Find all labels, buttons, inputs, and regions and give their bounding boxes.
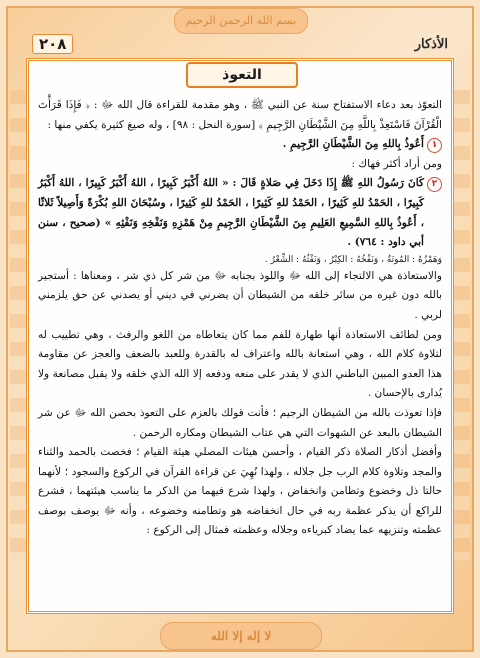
page-header [32, 34, 448, 54]
item-text-1: أَعُوذُ بِاللهِ مِنَ الشَّيْطَانِ الرَّجِيمِ . [282, 138, 424, 151]
footnote: وَهَمْزُهُ : المُوتَةُ ، وَنَفْخُهُ : الكِبْرُ ، وَنَفْثُهُ : الشِّعْرُ . [264, 254, 442, 265]
bottom-banner-text: لا إله إلا الله [210, 629, 272, 643]
paragraph-3: فإذا تعوذت بالله من الشيطان الرجيم ؛ فأنت قولك بالعزم على التعوذ بحصن الله ﷻ عن شر الشيطان بالبعد عن الشهوات التي هي عتاب الشيطان ومكاره الرحمن . [38, 406, 442, 439]
page-content [38, 96, 442, 608]
paragraph-1: والاستعاذة هي الالتجاء إلى الله ﷻ واللوذ بجنابه ﷻ من شر كل ذي شر ، ومعناها : أستجير بالله دون غيره من سائر خلقه من الشيطان أن يضرني في ديني أو يصدني عن حق يلزمني لربي . [38, 269, 442, 321]
item-number-2: ٢ [427, 177, 442, 192]
bridge-text: ومن أراد أكثر فهاك : [351, 157, 442, 170]
page-number: ٢٠٨ [32, 34, 73, 54]
bottom-calligraphy-banner [160, 622, 322, 650]
paragraph-4: وأفضل أذكار الصلاة ذكر القيام ، وأحسن هيئات المصلي هيئة القيام ؛ فخصت بالحمد والثناء والمجد وتلاوة كلام الرب جل جلاله ، ولهذا نُهِيَ عن قراءة القرآن في الركوع والسجود ؛ لأنهما حالتا ذل وخضوع وتطامن وانخفاض ، ولهذا شرع فيهما من الذكر ما يناسب هيئتهما ، فشرع للراكع أن يذكر عظمة ربه في حال انخفاضه هو وتطامنه وخضوعه ، وأنه ﷻ يوصف بوصف عظمته وتنزيهه عما يضاد كبرياءه وجلاله وعظمته فمثال إلى الركوع : [38, 446, 442, 537]
intro-paragraph: التعوّذ بعد دعاء الاستفتاح سنة عن النبي ﷺ ، وهو مقدمة للقراءة قال الله ﷻ : ﴿ فَإِذَا قَرَأْتَ الْقُرْآنَ فَاسْتَعِذْ بِاللَّهِ مِنَ الشَّيْطَانِ الرَّجِيمِ ﴾ [سورة النحل : ٩٨] ، وله صيغ كثيرة يكفي منها : [38, 99, 442, 131]
dhikr-item-2 [38, 174, 442, 252]
item-number-1: ١ [427, 138, 442, 153]
chapter-title: الأذكار [414, 36, 448, 52]
top-calligraphy-banner [174, 8, 308, 34]
item-text-2: كَانَ رَسُولُ اللهِ ﷺ إِذَا دَخَلَ فِي صَلاةٍ قَالَ : « اللهُ أَكْبَرُ كَبِيرًا ، اللهُ أَكْبَرُ كَبِيرًا ، اللهُ أَكْبَرُ كَبِيرًا ، الحَمْدُ للهِ كَثِيرًا ، الحَمْدُ للهِ كَثِيرًا ، الحَمْدُ للهِ كَثِيرًا ، وسُبْحَانَ اللهِ بُكْرَةً وَأَصِيلاً ثَلاثًا ، أَعُوذُ بِاللهِ السَّمِيعِ العَلِيمِ مِنَ الشَّيْطَانِ الرَّجِيمِ مِنْ هَمْزِهِ وَنَفْخِهِ وَنَفْثِهِ » (صحيح ، سنن أبي داود : ٧٦٤) . [38, 177, 424, 249]
top-banner-text: بسم الله الرحمن الرحيم [185, 14, 297, 27]
dhikr-item-1 [38, 135, 442, 155]
section-title: التعوذ [186, 62, 298, 88]
paragraph-2: ومن لطائف الاستعاذة أنها طهارة للفم مما كان يتعاطاه من اللغو والرفث ، وهي تطييب له لتلاوة كلام الله ، وهي استعانة بالله واعتراف له بالقدرة وللعبد بالضعف والعجز عن مقاومة هذا العدو المبين الباطني الذي لا يقدر على منعه ودفعه إلا الله الذي خلقه ولا يقبل مصانعة ولا يُدارى بالإحسان . [38, 328, 442, 400]
